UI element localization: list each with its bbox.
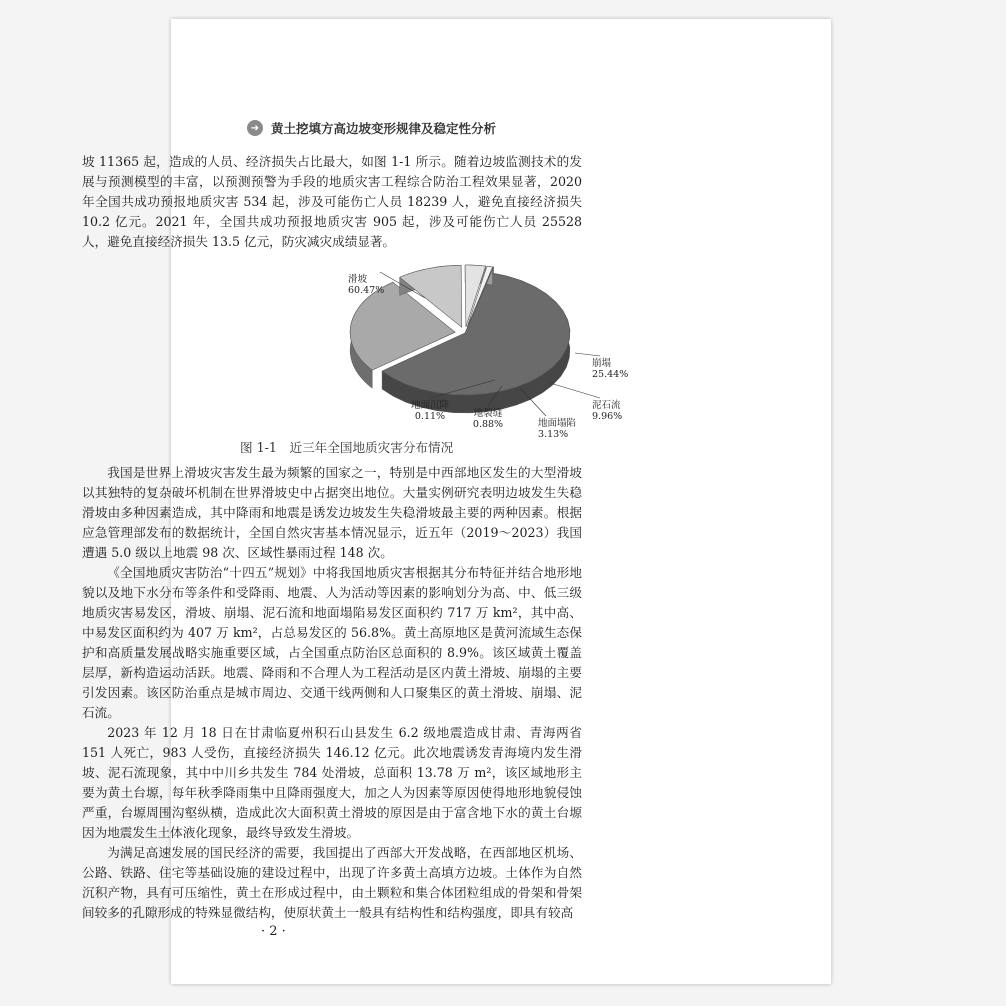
figure-caption: 图 1-1 近三年全国地质灾害分布情况 — [240, 440, 454, 455]
paragraph-3: 《全国地质灾害防治“十四五”规划》中将我国地质灾害根据其分布特征并结合地形地貌以及地下水分布等条件和受降雨、地震、人为活动等因素的影响划分为高、中、低三级地质灾害易发区，滑坡、崩塌、泥石流和地面塌陷易发区面积约 717 万 km²，其中高、中易发区面积约为 407 万 km²，占总易发区的 56.8%。黄土高原地区是黄河流域生态保护和高质量发展战略实施重要区域，占全国重点防治区总面积的 8.9%。该区域黄土覆盖层厚，新构造运动活跃。地震、降雨和不合理人为工程活动是区内黄土滑坡、崩塌的主要引发因素。该区防治重点是城市周边、交通干线两侧和人口聚集区的黄土滑坡、崩塌、泥石流。 — [82, 565, 582, 720]
pie-slice-side-5 — [493, 267, 494, 285]
pie-value-label-3: 3.13% — [538, 429, 569, 438]
pie-leader-line-2 — [550, 383, 600, 398]
paragraph-4: 2023 年 12 月 18 日在甘肃临夏州积石山县发生 6.2 级地震造成甘肃、青海两省 151 人死亡，983 人受伤，直接经济损失 146.12 亿元。此次地震诱发青海境内发生滑坡、泥石流现象，其中中川乡共发生 784 处滑坡，总面积 13.78 万 m²，该区域地形主要为黄土台塬，每年秋季降雨集中且降雨强度大，加之人为因素等原因使得地形地貌侵蚀严重，台塬周围沟壑纵横，造成此次大面积黄土滑坡的原因是由于富含地下水的黄土台塬因为地震发生土体液化现象，最终导致发生滑坡。 — [82, 725, 582, 840]
paragraph-1: 坡 11365 起，造成的人员、经济损失占比最大，如图 1-1 所示。随着边坡监测技术的发展与预测模型的丰富，以预测预警为手段的地质灾害工程综合防治工程效果显著，2020 年全国共成功预报地质灾害 534 起，涉及可能伤亡人员 18239 人，避免直接经济损失 10.2 亿元。2021 年，全国共成功预报地质灾害 905 起，涉及可能伤亡人员 25528 人，避免直接经济损失 13.5 亿元，防灾减灾成绩显著。 — [82, 154, 582, 249]
pie-value-label-0: 60.47% — [348, 285, 385, 296]
running-header — [247, 119, 496, 137]
pie-value-label-1: 25.44% — [592, 369, 629, 380]
disaster-pie-chart — [330, 258, 630, 438]
page-number: · 2 · — [261, 924, 286, 939]
pie-value-label-5: 0.11% — [414, 411, 446, 422]
paragraph-2: 我国是世界上滑坡灾害发生最为频繁的国家之一，特别是中西部地区发生的大型滑坡以其独特的复杂破坏机制在世界滑坡史中占据突出地位。大量实例研究表明边坡发生失稳滑坡由多种因素造成，其中降雨和地震是诱发边坡发生失稳滑坡最主要的两种因素。根据应急管理部发布的数据统计，全国自然灾害基本情况显示，近五年（2019～2023）我国遭遇 5.0 级以上地震 98 次、区域性暴雨过程 148 次。 — [82, 465, 582, 560]
pie-category-label-4: 地裂缝 — [473, 408, 503, 419]
paragraph-5: 为满足高速发展的国民经济的需要，我国提出了西部大开发战略，在西部地区机场、公路、铁路、住宅等基础设施的建设过程中，出现了许多黄土高填方边坡。土体作为自然沉积产物，具有可压缩性，黄土在形成过程中，由土颗粒和集合体团粒组成的骨架和骨架间较多的孔隙形成的特殊显微结构，使原状黄土一般具有结构性和结构强度，即具有较高 — [82, 845, 582, 920]
pie-category-label-1: 崩塌 — [592, 358, 612, 369]
arrow-circle-icon: ➜ — [247, 120, 263, 136]
pie-category-label-3: 地面塌陷 — [538, 418, 577, 429]
pie-leader-line-1 — [575, 353, 600, 356]
pie-value-label-2: 9.96% — [592, 411, 623, 422]
pie-category-label-5: 地面沉降 — [410, 400, 450, 411]
pie-value-label-4: 0.88% — [472, 419, 504, 430]
pie-category-label-0: 滑坡 — [348, 274, 368, 285]
header-title: 黄土挖填方高边坡变形规律及稳定性分析 — [271, 121, 497, 136]
pie-category-label-2: 泥石流 — [592, 400, 621, 411]
